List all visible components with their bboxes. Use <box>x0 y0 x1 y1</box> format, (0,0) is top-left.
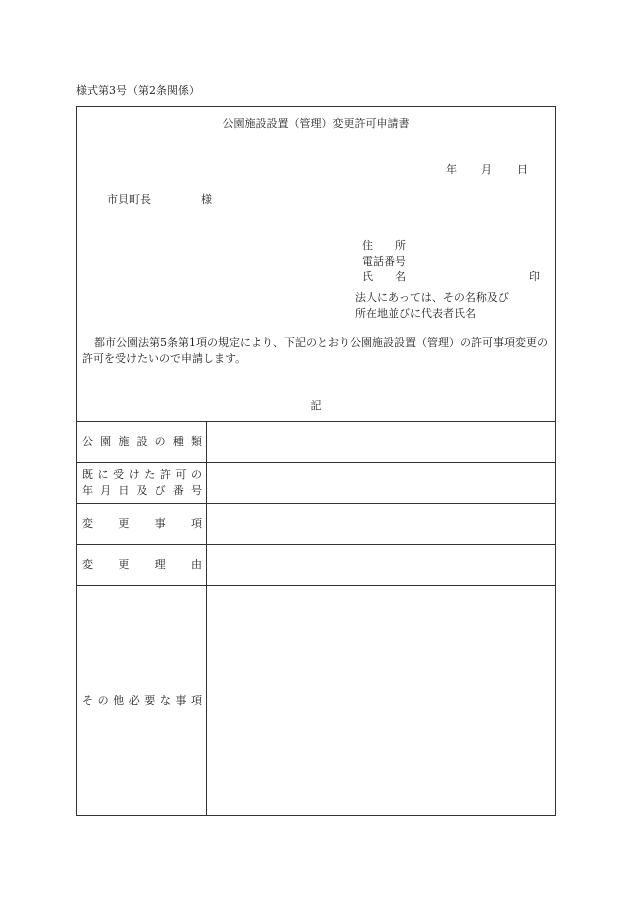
row-divider <box>76 544 556 545</box>
phone-label: 電話番号 <box>362 255 406 268</box>
row-divider <box>76 462 556 463</box>
ki-heading: 記 <box>310 399 322 412</box>
form-frame <box>76 106 556 816</box>
row-divider <box>76 585 556 586</box>
table-column-divider <box>206 421 207 816</box>
seal-mark: 印 <box>529 270 540 283</box>
table-top-line <box>76 421 556 422</box>
date-day-label: 日 <box>517 163 528 176</box>
document-title: 公園施設設置（管理）変更許可申請書 <box>222 117 410 130</box>
form-number: 様式第3号（第2条関係） <box>76 84 200 97</box>
address-label: 住 所 <box>362 239 406 252</box>
row-label-change-items: 変更事項 <box>82 517 202 530</box>
corporate-note-line1: 法人にあっては、その名称及び <box>355 291 509 304</box>
row-label-prior-permit-line2: 年月日及び番号 <box>82 484 202 497</box>
date-year-label: 年 <box>446 163 457 176</box>
application-statement: 都市公園法第5条第1項の規定により、下記のとおり公園施設設置（管理）の許可事項変更の許可を受けたいので申請します。 <box>82 336 548 365</box>
row-label-facility-type: 公園施設の種類 <box>82 435 202 448</box>
row-divider <box>76 503 556 504</box>
row-label-prior-permit-line1: 既に受けた許可の <box>82 468 202 481</box>
row-label-other-matters: その他必要な事項 <box>82 694 202 707</box>
row-label-change-reason: 変更理由 <box>82 558 202 571</box>
corporate-note-line2: 所在地並びに代表者氏名 <box>355 307 476 320</box>
recipient-name: 市貝町長 <box>107 193 151 206</box>
date-month-label: 月 <box>481 163 492 176</box>
name-label: 氏 名 <box>362 270 406 283</box>
recipient-honorific: 様 <box>201 193 212 206</box>
